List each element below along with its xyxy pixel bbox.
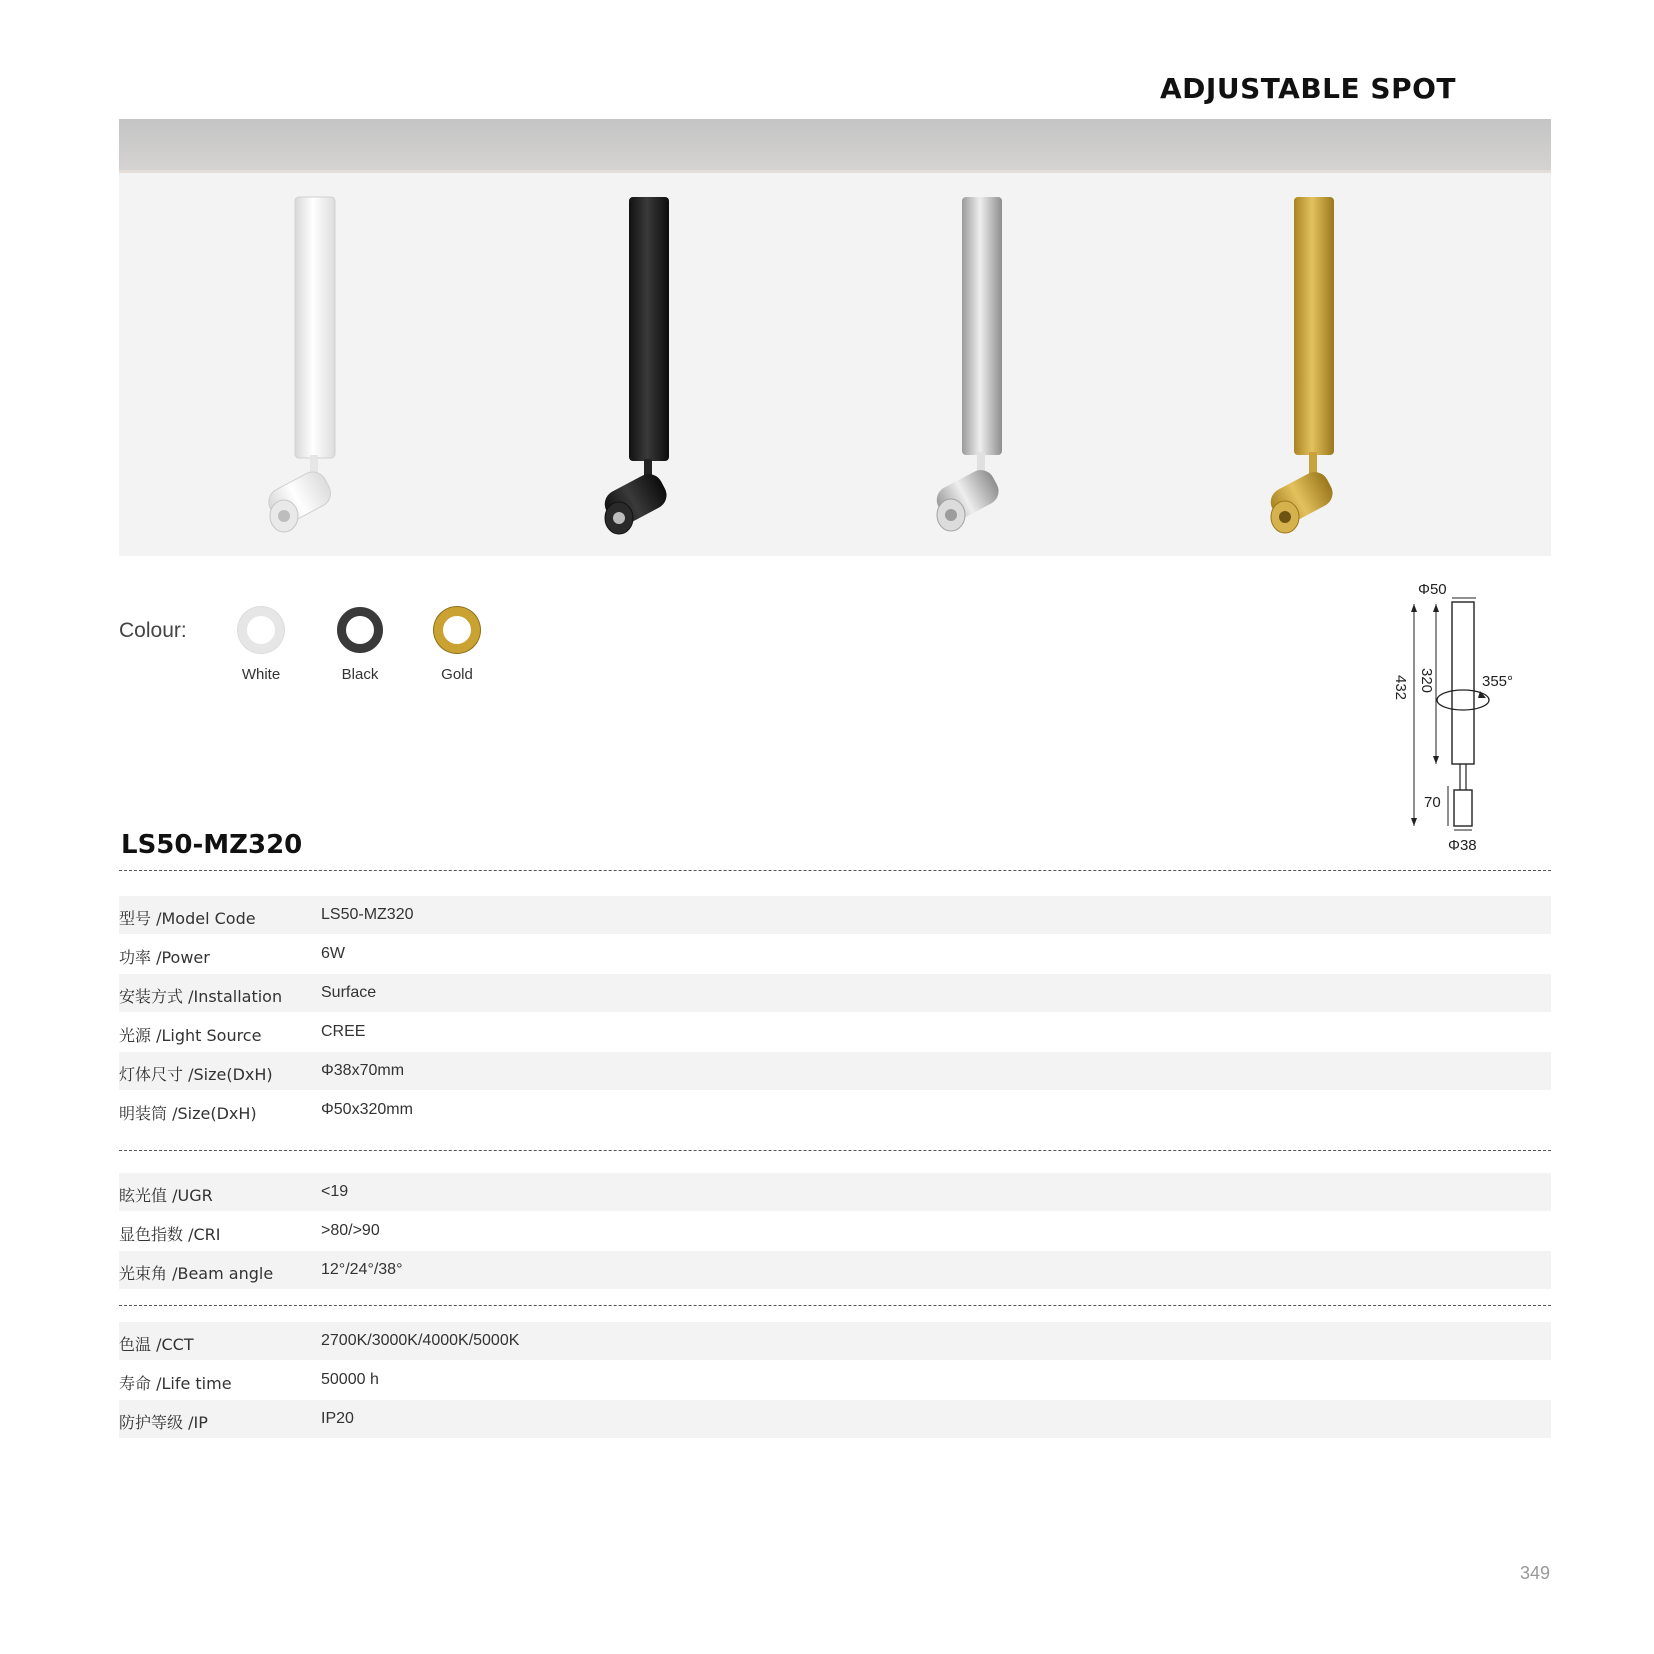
spec-row-power xyxy=(119,935,1551,973)
colour-name: White xyxy=(241,666,281,683)
fixture-gold xyxy=(1266,197,1338,533)
spec-key: 灯体尺寸 /Size(DxH) xyxy=(119,1065,273,1084)
fixture-black xyxy=(600,197,672,534)
dim-head-height: 70 xyxy=(1424,794,1441,811)
dim-body-height: 320 xyxy=(1418,668,1435,694)
spec-value: Φ38x70mm xyxy=(321,1062,405,1079)
spec-row-size-head xyxy=(119,1052,1551,1090)
spec-key: 眩光值 /UGR xyxy=(119,1186,213,1205)
divider xyxy=(119,1150,1551,1151)
colour-label: Colour: xyxy=(119,619,187,642)
fixture-silver xyxy=(932,197,1004,531)
page-title: ADJUSTABLE SPOT xyxy=(1160,72,1456,105)
spec-row-size-tube xyxy=(119,1091,1551,1129)
dim-head-diameter: Φ38 xyxy=(1448,837,1477,854)
spec-row-beam-angle xyxy=(119,1251,1551,1289)
spec-value: LS50-MZ320 xyxy=(321,906,414,923)
colour-option-gold[interactable] xyxy=(407,607,507,683)
page-number: 349 xyxy=(1519,1563,1550,1583)
spec-key: 明装筒 /Size(DxH) xyxy=(119,1104,257,1123)
spec-value: 2700K/3000K/4000K/5000K xyxy=(321,1332,520,1349)
spec-row-cct xyxy=(119,1322,1551,1360)
spec-value: 50000 h xyxy=(321,1371,379,1388)
spec-key: 光束角 /Beam angle xyxy=(119,1264,274,1283)
white-swatch-icon xyxy=(238,607,284,653)
spec-key: 防护等级 /IP xyxy=(119,1413,208,1432)
spec-key: 色温 /CCT xyxy=(119,1335,194,1354)
spec-value: Φ50x320mm xyxy=(321,1101,413,1118)
spec-key: 光源 /Light Source xyxy=(119,1026,262,1045)
model-title: LS50-MZ320 xyxy=(121,830,303,860)
spec-row-ip xyxy=(119,1400,1551,1438)
divider xyxy=(119,870,1551,871)
product-photo xyxy=(119,119,1551,556)
spec-value: IP20 xyxy=(321,1410,354,1427)
gold-swatch-icon xyxy=(434,607,480,653)
spec-value: 12°/24°/38° xyxy=(321,1261,403,1278)
spec-key: 寿命 /Life time xyxy=(119,1374,232,1393)
spec-value: Surface xyxy=(321,984,377,1001)
dimension-drawing xyxy=(1380,580,1530,860)
spec-key: 型号 /Model Code xyxy=(119,909,256,928)
black-swatch-icon xyxy=(337,607,383,653)
dim-total-height: 432 xyxy=(1392,675,1409,701)
spec-key: 功率 /Power xyxy=(119,948,210,967)
spec-value: CREE xyxy=(321,1023,366,1040)
spec-value: <19 xyxy=(321,1183,349,1200)
spec-row-cri xyxy=(119,1212,1551,1250)
colour-option-white[interactable] xyxy=(211,607,311,683)
spec-value: >80/>90 xyxy=(321,1222,380,1239)
colour-name: Gold xyxy=(441,666,473,683)
dim-rotation: 355° xyxy=(1482,673,1514,690)
colour-option-black[interactable] xyxy=(310,607,410,683)
spec-row-model-code xyxy=(119,896,1551,934)
spec-value: 6W xyxy=(321,945,345,962)
dim-top-diameter: Φ50 xyxy=(1418,581,1447,598)
spec-row-life-time xyxy=(119,1361,1551,1399)
fixture-white xyxy=(264,197,336,532)
spec-key: 显色指数 /CRI xyxy=(119,1225,221,1244)
spec-key: 安装方式 /Installation xyxy=(119,987,283,1006)
divider xyxy=(119,1305,1551,1306)
spec-row-light-source xyxy=(119,1013,1551,1051)
colour-name: Black xyxy=(341,666,379,683)
spec-row-installation xyxy=(119,974,1551,1012)
spec-row-ugr xyxy=(119,1173,1551,1211)
